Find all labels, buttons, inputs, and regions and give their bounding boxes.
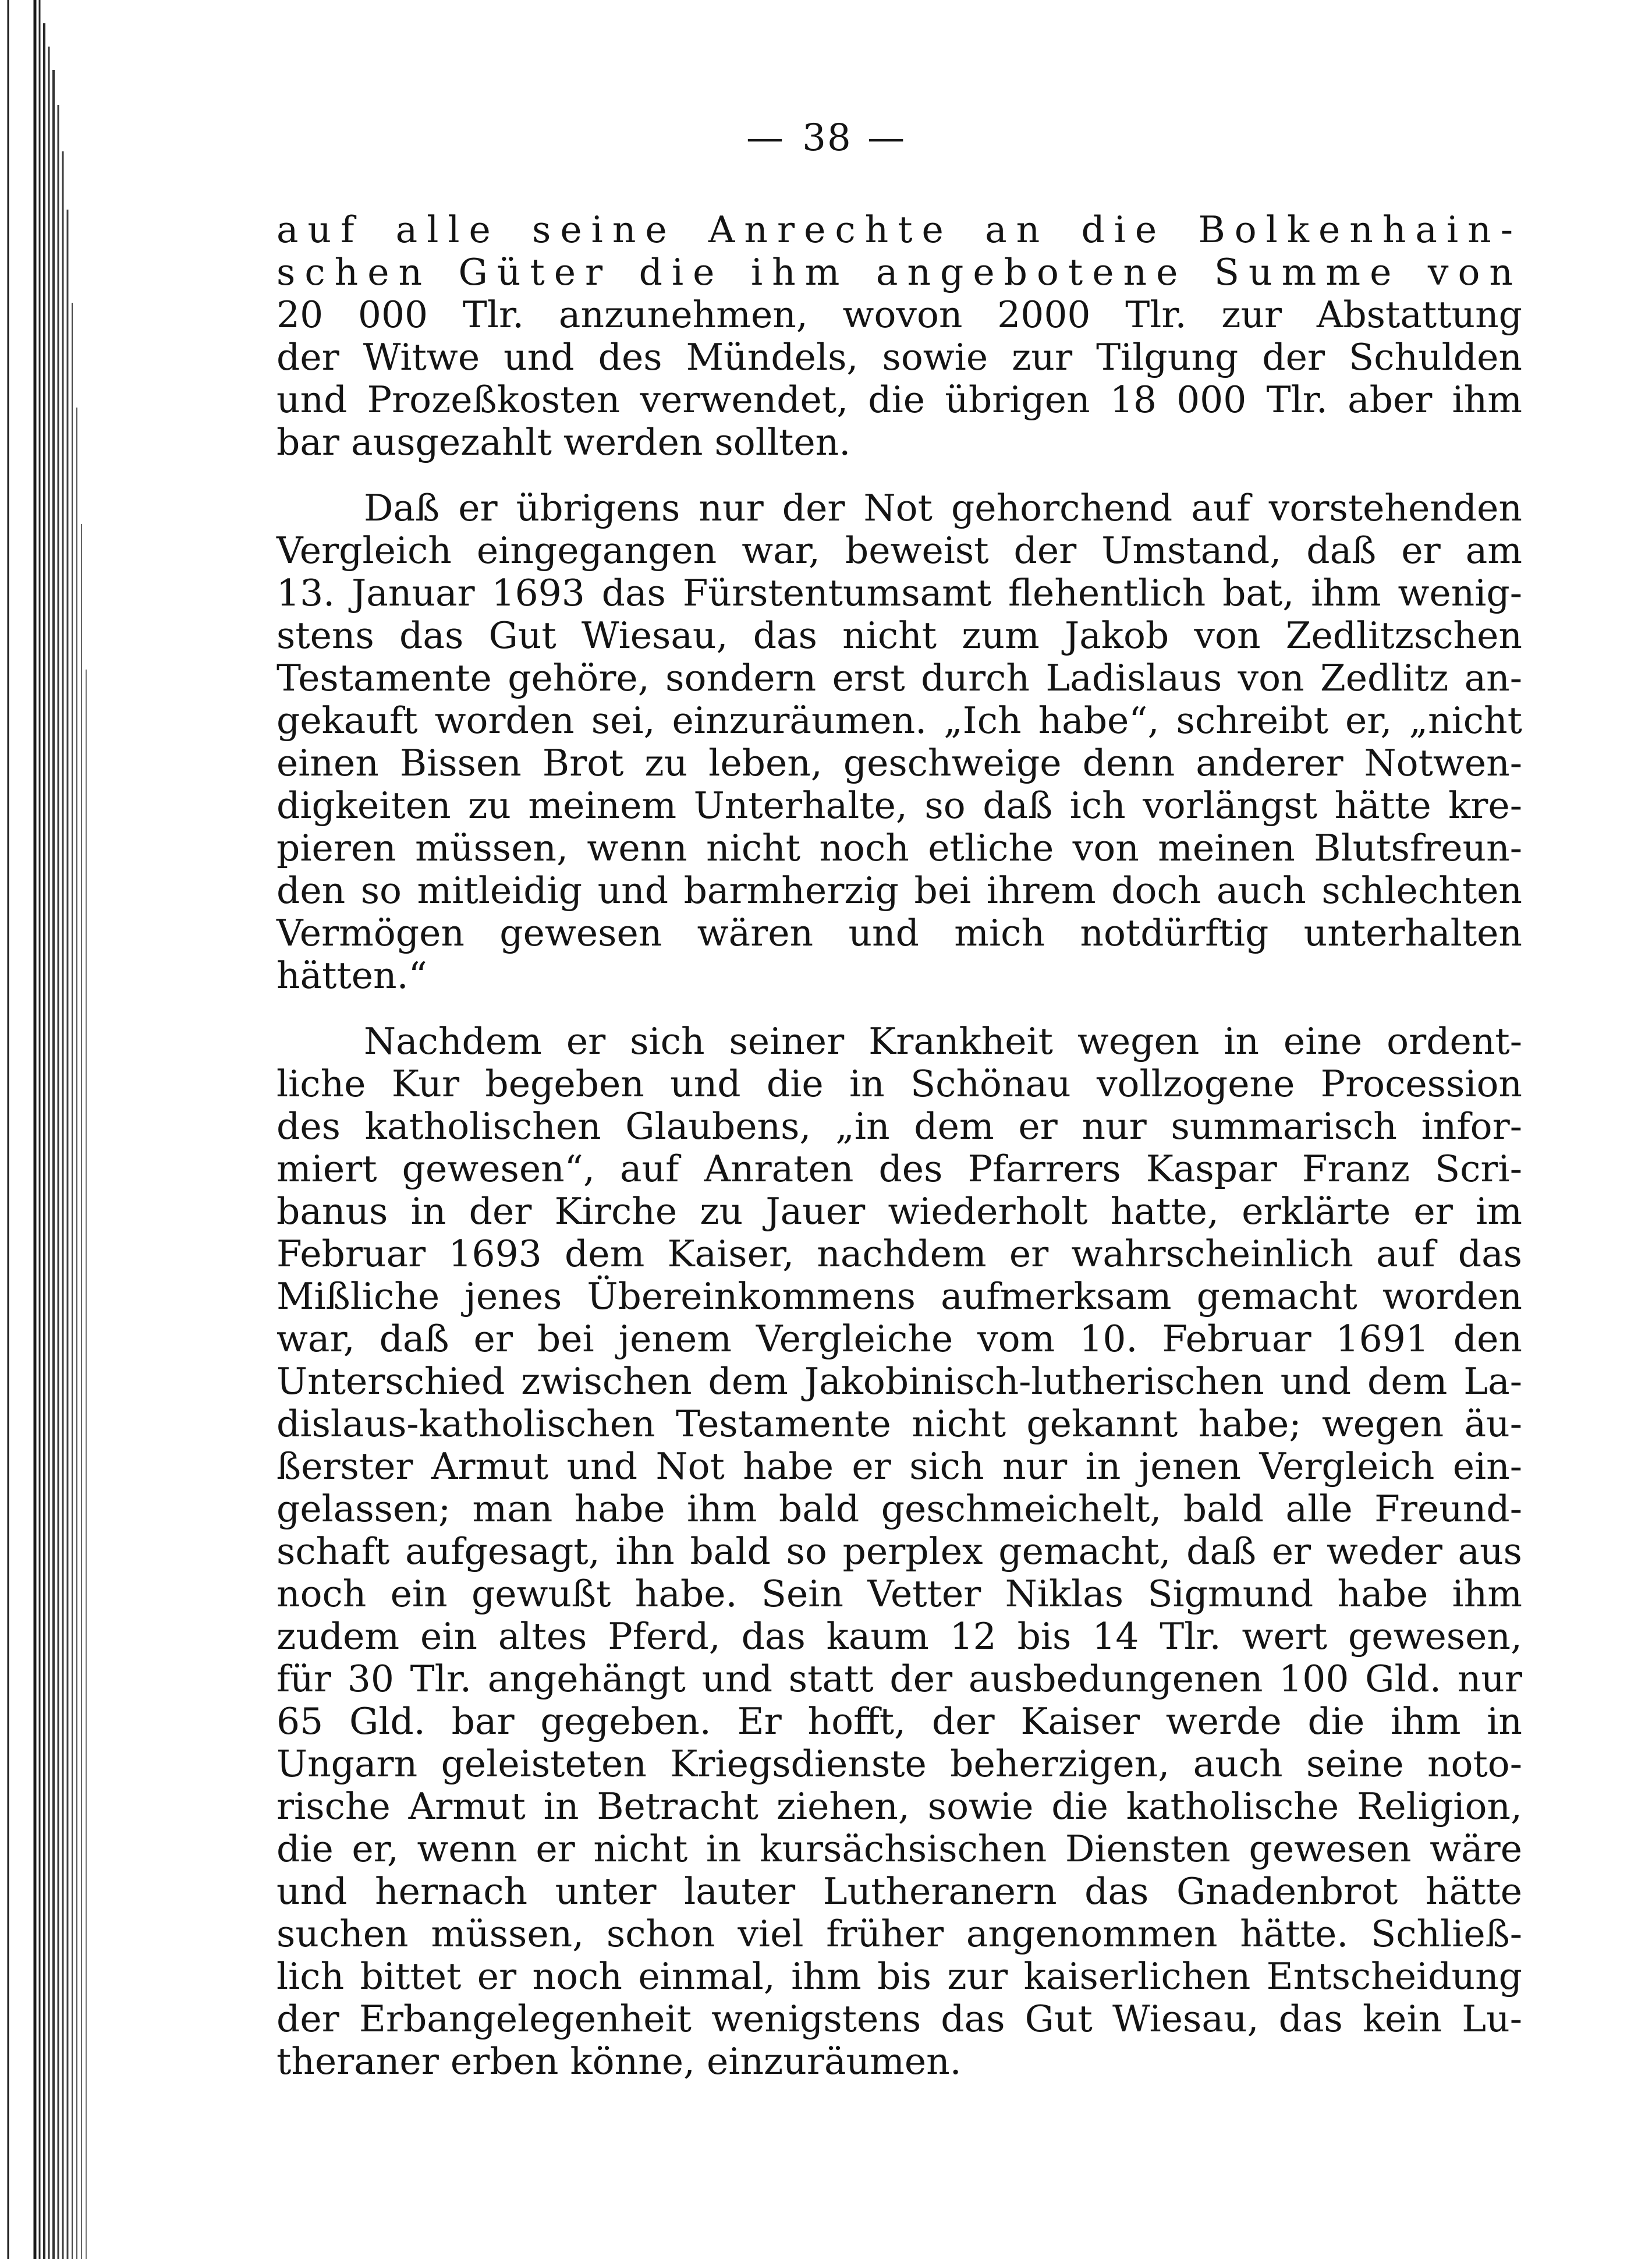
text-line: Unterschied zwischen dem Jakobinisch-lutherischen und dem La- — [276, 1360, 1522, 1403]
page-number-value: 38 — [802, 116, 852, 160]
text-line: suchen müssen, schon viel früher angenommen hätte. Schließ- — [276, 1913, 1522, 1955]
text-line: hätten.“ — [276, 954, 427, 997]
text-line: Testamente gehöre, sondern erst durch Ladislaus von Zedlitz an- — [276, 657, 1522, 699]
text-line: gelassen; man habe ihm bald geschmeichelt, bald alle Freund- — [276, 1488, 1522, 1530]
paragraph — [276, 208, 1522, 463]
text-line: und hernach unter lauter Lutheranern das Gnadenbrot hätte — [276, 1870, 1522, 1913]
text-line: des katholischen Glaubens, „in dem er nur summarisch infor- — [276, 1105, 1522, 1148]
text-line: Daß er übrigens nur der Not gehorchend auf vorstehenden — [364, 487, 1522, 529]
text-line: zudem ein altes Pferd, das kaum 12 bis 14 Tlr. wert gewesen, — [276, 1615, 1522, 1658]
text-line: schaft aufgesagt, ihn bald so perplex gemacht, daß er weder aus — [276, 1530, 1522, 1573]
text-line: gekauft worden sei, einzuräumen. „Ich habe“, schreibt er, „nicht — [276, 699, 1522, 742]
text-line: Nachdem er sich seiner Krankheit wegen in eine ordent- — [364, 1020, 1522, 1063]
text-line: den so mitleidig und barmherzig bei ihrem doch auch schlechten — [276, 869, 1522, 912]
text-line: bar ausgezahlt werden sollten. — [276, 421, 851, 463]
text-line: lich bittet er noch einmal, ihm bis zur kaiserlichen Entscheidung — [276, 1955, 1522, 1998]
text-line: Ungarn geleisteten Kriegsdienste beherzigen, auch seine noto- — [276, 1743, 1522, 1785]
text-line: pieren müssen, wenn nicht noch etliche von meinen Blutsfreun- — [276, 827, 1522, 869]
text-line: für 30 Tlr. angehängt und statt der ausbedungenen 100 Gld. nur — [276, 1658, 1522, 1700]
text-line: Vergleich eingegangen war, beweist der Umstand, daß er am — [276, 529, 1522, 572]
text-line: Februar 1693 dem Kaiser, nachdem er wahrscheinlich auf das — [276, 1233, 1522, 1275]
body-text — [276, 208, 1522, 2083]
book-edge-decoration — [0, 0, 105, 2259]
text-line: 13. Januar 1693 das Fürstentumsamt flehentlich bat, ihm wenig- — [276, 572, 1522, 614]
paragraph — [276, 487, 1522, 997]
text-line: der Witwe und des Mündels, sowie zur Tilgung der Schulden — [276, 336, 1522, 378]
text-line: dislaus-katholischen Testamente nicht gekannt habe; wegen äu- — [276, 1403, 1522, 1445]
text-line: Vermögen gewesen wären und mich notdürftig unterhalten — [276, 912, 1522, 954]
text-line: ßerster Armut und Not habe er sich nur in jenen Vergleich ein- — [276, 1445, 1522, 1488]
text-line: 20 000 Tlr. anzunehmen, wovon 2000 Tlr. zur Abstattung — [276, 293, 1522, 336]
text-line: die er, wenn er nicht in kursächsischen Diensten gewesen wäre — [276, 1828, 1522, 1870]
text-line: liche Kur begeben und die in Schönau vollzogene Procession — [276, 1063, 1522, 1105]
text-line: miert gewesen“, auf Anraten des Pfarrers Kaspar Franz Scri- — [276, 1148, 1522, 1190]
text-line: schen Güter die ihm angebotene Summe von — [276, 251, 1522, 293]
page-number-dash-right: — — [867, 116, 906, 160]
text-line: stens das Gut Wiesau, das nicht zum Jakob von Zedlitzschen — [276, 614, 1522, 657]
paragraph — [276, 1020, 1522, 2083]
text-line: der Erbangelegenheit wenigstens das Gut Wiesau, das kein Lu- — [276, 1998, 1522, 2040]
text-line: banus in der Kirche zu Jauer wiederholt hatte, erklärte er im — [276, 1190, 1522, 1233]
text-line: 65 Gld. bar gegeben. Er hofft, der Kaiser werde die ihm in — [276, 1700, 1522, 1743]
text-line: auf alle seine Anrechte an die Bolkenhain- — [276, 208, 1522, 251]
text-line: digkeiten zu meinem Unterhalte, so daß ich vorlängst hätte kre- — [276, 784, 1522, 827]
text-line: Mißliche jenes Übereinkommens aufmerksam gemacht worden — [276, 1275, 1522, 1318]
text-line: noch ein gewußt habe. Sein Vetter Niklas Sigmund habe ihm — [276, 1573, 1522, 1615]
text-line: theraner erben könne, einzuräumen. — [276, 2040, 962, 2083]
text-line: einen Bissen Brot zu leben, geschweige denn anderer Notwen- — [276, 742, 1522, 784]
page-number — [0, 116, 1652, 160]
text-line: rische Armut in Betracht ziehen, sowie die katholische Religion, — [276, 1785, 1522, 1828]
text-line: und Prozeßkosten verwendet, die übrigen 18 000 Tlr. aber ihm — [276, 378, 1522, 421]
text-line: war, daß er bei jenem Vergleiche vom 10. Februar 1691 den — [276, 1318, 1522, 1360]
page-number-dash-left: — — [746, 116, 785, 160]
